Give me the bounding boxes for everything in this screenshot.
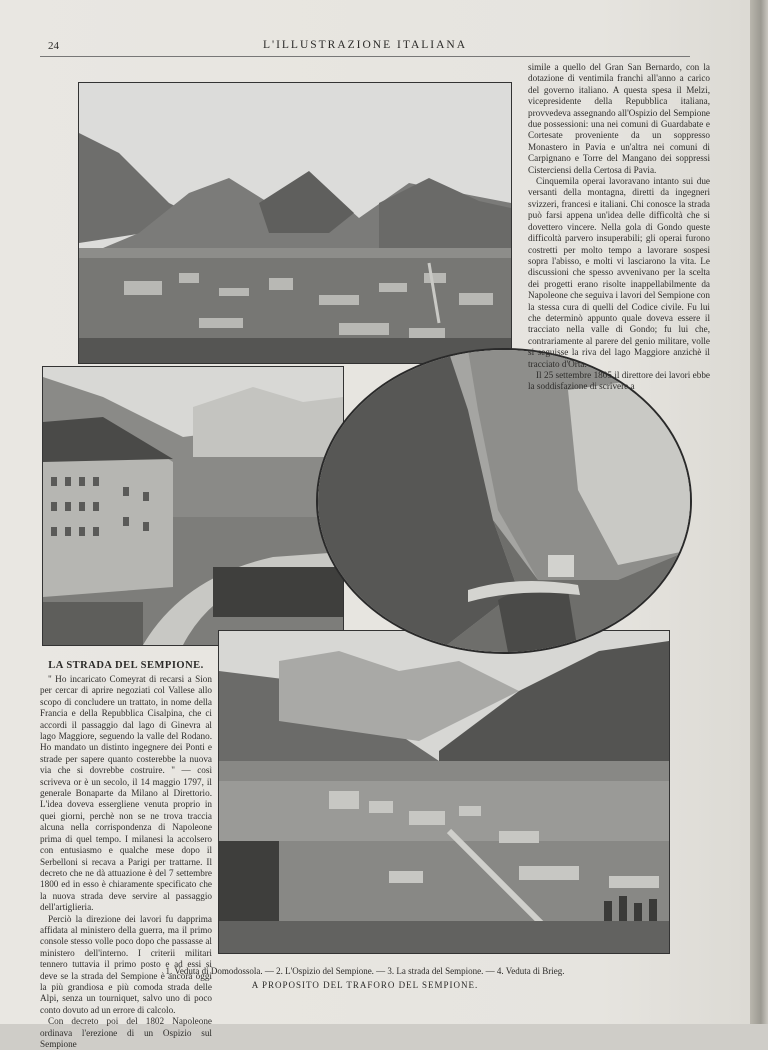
article-title: LA STRADA DEL SEMPIONE. [48, 660, 204, 671]
article-paragraph: Con decreto poi del 1802 Napoleone ordinava l'erezione di un Ospizio sul Sempione [40, 1016, 212, 1049]
right-paragraph: simile a quello del Gran San Bernardo, con la dotazione di ventimila franchi all'anno a carico del governo italiano. A questa spesa il Melzi, vicepresidente della Repubblica italiana, provvedeva assegnando all'Ospizio del Sempione due possessioni: una nei comuni di Guardabate e Cortesate proveniente da un soppresso Monastero in Pavia e un'altra nei comuni di Carpignano e Torre del Mangano dei soppressi Cisterciensi della Certosa di Pavia. [528, 62, 710, 175]
figure-caption-subtitle: A PROPOSITO DEL TRAFORO DEL SEMPIONE. [251, 980, 479, 990]
photo-veduta-brieg [218, 630, 670, 954]
right-paragraph: Cinquemila operai lavoravano intanto sui due versanti della montagna, diretti da ingegneri svizzeri, francesi e italiani. Chi conosce la strada può farsi appena un'idea delle difficoltà che si dovettero vincere. Nella gola di Gondo queste difficoltà parvero insuperabili; gli operai furono costretti per molto tempo a lavorare sospesi sopra l'abisso, e molti vi lasciarono la vita. Le discussioni che spesso avvenivano per la scelta dei progetti erano risolte inappellabilmente da Napoleone che seguiva i lavori del Sempione con la stessa cura di quelli del Codice civile. Fu lui che determinò appunto quale doveva essere il tracciato nella valle di Gondo; fu lui che, contrariamente al parere del genio militare, volle si seguisse la riva del lago Maggiore anzichè il tracciato d'Orta. [528, 176, 710, 369]
figure-caption: 1. Veduta di Domodossola. — 2. L'Ospizio del Sempione. — 3. La strada del Sempione. — 4. Veduta di Brieg. [165, 966, 565, 976]
article-text [40, 674, 212, 1050]
page-edge [750, 0, 768, 1024]
photo-strada-sempione [316, 348, 692, 654]
right-column-text [528, 62, 710, 393]
photo-ospizio-sempione [42, 366, 344, 646]
page-number: 24 [48, 40, 59, 52]
journal-title: L'ILLUSTRAZIONE ITALIANA [262, 39, 468, 51]
right-paragraph: Il 25 settembre 1805 il direttore dei lavori ebbe la soddisfazione di scrivere a [528, 369, 710, 392]
article-paragraph: Perciò la direzione dei lavori fu dapprima affidata al ministero della guerra, ma il primo console stesso volle poco dopo che passasse al ministero dell'interno. I criterii militari tennero tuttavia il primo posto e ad essi si deve se la strada del Sempione è ancora oggi la più grandiosa e più comoda strada delle Alpi, senza un tourniquet, salvo uno di poco conto dovuto ad un errore di calcolo. [40, 913, 212, 1015]
article-paragraph: " Ho incaricato Comeyrat di recarsi a Sion per cercar di aprire negoziati col Vallese allo scopo di concludere un trattato, in nome della Francia e della Repubblica Cisalpina, che ci accordi il passaggio dal lago di Ginevra al lago Maggiore, seguendo la valle del Rodano. Ho mandato un distinto ingegnere dei Ponti e strade per sapere quanto costerebbe la nuova via che si dovrebbe costruire. " — così scriveva or è un secolo, il 14 maggio 1797, il generale Bonaparte da Milano al Direttorio. L'idea doveva essergliene venuta proprio in quei giorni, perchè non se ne trova traccia alcuna nella corrispondenza di Napoleone prima di quel tempo. I milanesi la accolsero con entusiasmo e qualche mese dopo il Serbelloni si recava a Parigi per trattarne. Il decreto che ne dà attuazione è del 7 settembre 1800 ed in esso è chiaramente specificato che la nuova strada deve servire al passaggio dell'artiglieria. [40, 674, 212, 913]
photo-domodossola [78, 82, 512, 364]
page-header [40, 38, 690, 57]
